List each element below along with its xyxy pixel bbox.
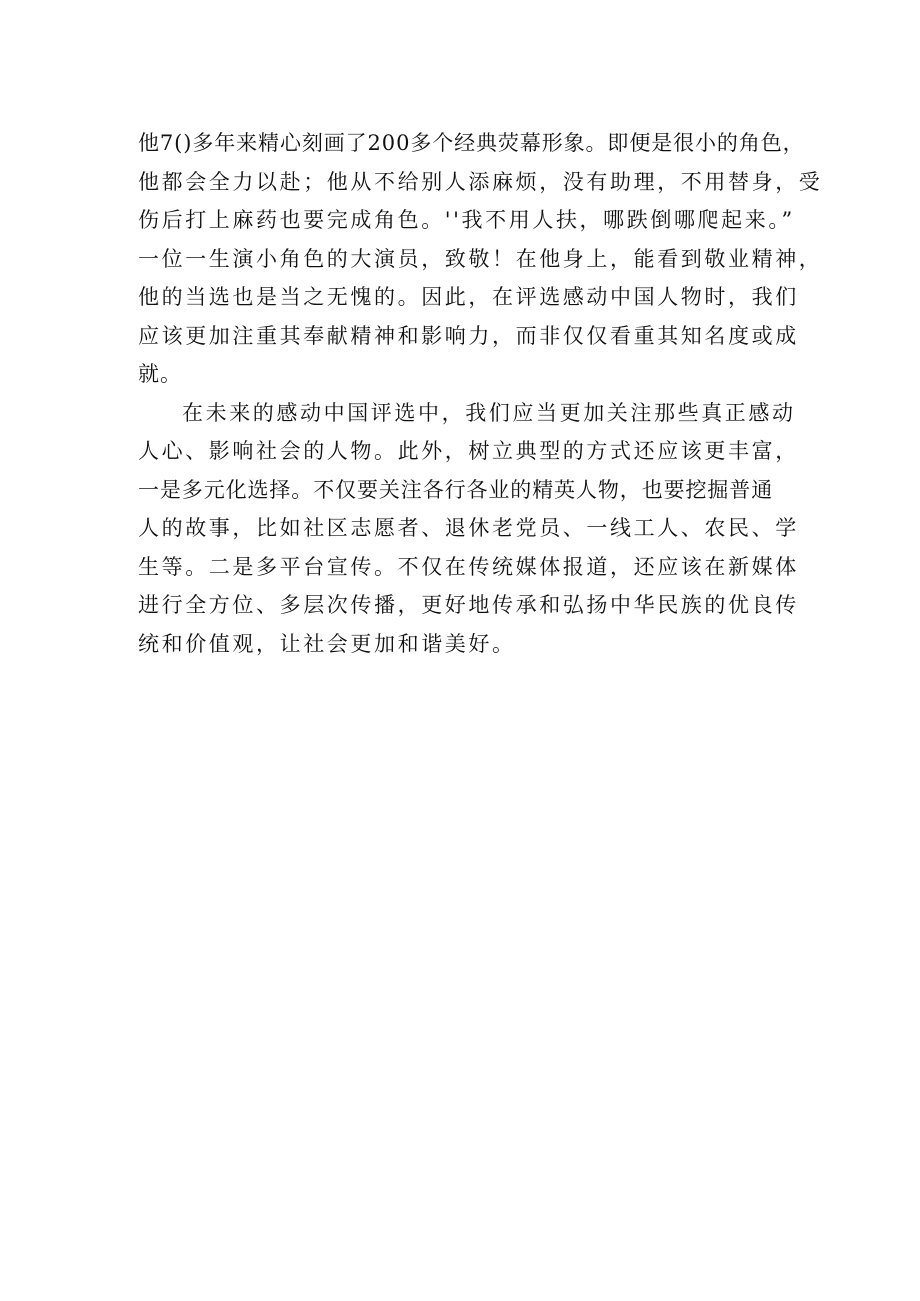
paragraph-2-line: 统和价值观，让社会更加和谐美好。 bbox=[138, 631, 516, 656]
paragraph-1-line: 一位一生演小角色的大演员，致敬！在他身上，能看到敬业精神， bbox=[138, 246, 823, 271]
paragraph-1-line: 应该更加注重其奉献精神和影响力，而非仅仅看重其知名度或成 bbox=[138, 323, 799, 348]
paragraph-1-line: 就。 bbox=[138, 362, 182, 386]
paragraph-1-line: 伤后打上麻药也要完成角色。''我不用人扶，哪跌倒哪爬起来。” bbox=[138, 208, 795, 232]
paragraph-2-line: 在未来的感动中国评选中，我们应当更加关注那些真正感动 bbox=[182, 400, 796, 425]
paragraph-1-line: 他都会全力以赴；他从不给别人添麻烦，没有助理，不用替身，受 bbox=[138, 169, 823, 194]
paragraph-2-line: 生等。二是多平台宣传。不仅在传统媒体报道，还应该在新媒体 bbox=[138, 554, 799, 579]
paragraph-1-line: 他7()多年来精心刻画了200多个经典荧幕形象。即便是很小的角色， bbox=[138, 131, 805, 155]
paragraph-2-line: 进行全方位、多层次传播，更好地传承和弘扬中华民族的优良传 bbox=[138, 593, 799, 617]
body-text bbox=[138, 124, 823, 663]
paragraph-2-line: 一是多元化选择。不仅要关注各行各业的精英人物，也要挖掘普通 bbox=[138, 477, 774, 502]
paragraph-1-line: 他的当选也是当之无愧的。因此，在评选感动中国人物时，我们 bbox=[138, 285, 799, 309]
paragraph-2-line: 人心、影响社会的人物。此外，树立典型的方式还应该更丰富， bbox=[138, 439, 799, 463]
paragraph-2-line: 人的故事，比如社区志愿者、退休老党员、一线工人、农民、学 bbox=[138, 516, 799, 540]
